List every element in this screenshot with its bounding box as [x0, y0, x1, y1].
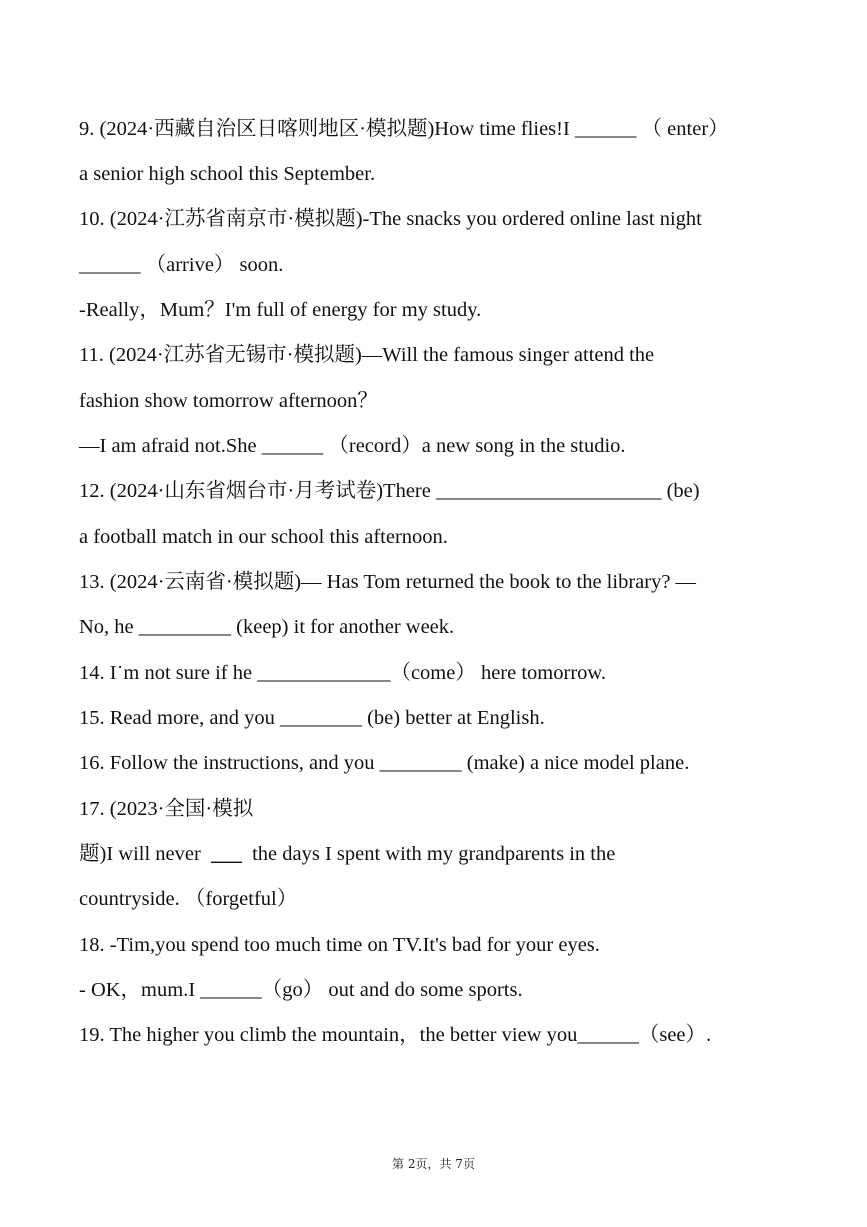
- question-11-line-1: 11. (2024·江苏省无锡市·模拟题)—Will the famous singer attend the: [79, 344, 655, 366]
- question-10-line-2: ______ （arrive） soon.: [79, 254, 284, 276]
- question-17-prefix: 题)I will never: [79, 843, 201, 865]
- question-18-line-1: 18. -Tim,you spend too much time on TV.It's bad for your eyes.: [79, 934, 600, 956]
- question-11-line-3: —I am afraid not.She ______ （record）a new song in the studio.: [79, 435, 626, 457]
- question-17-suffix: the days I spent with my grandparents in the: [252, 843, 616, 865]
- question-12-line-1: 12. (2024·山东省烟台市·月考试卷)There ______________________ (be): [79, 480, 700, 502]
- question-17-line-3: countryside. （forgetful）: [79, 888, 298, 910]
- question-16: 16. Follow the instructions, and you ________ (make) a nice model plane.: [79, 752, 690, 774]
- question-12-line-2: a football match in our school this afternoon.: [79, 526, 448, 548]
- question-13-line-1: 13. (2024·云南省·模拟题)— Has Tom returned the book to the library? —: [79, 571, 697, 593]
- question-10-line-1: 10. (2024·江苏省南京市·模拟题)-The snacks you ordered online last night: [79, 208, 702, 230]
- question-13-line-2: No, he _________ (keep) it for another week.: [79, 616, 455, 638]
- question-18-line-2: - OK，mum.I ______（go） out and do some sports.: [79, 979, 523, 1001]
- question-17-line-2: [79, 842, 615, 866]
- question-19: 19. The higher you climb the mountain，the better view you______（see）.: [79, 1024, 712, 1046]
- question-9-line-2: a senior high school this September.: [79, 163, 376, 185]
- question-10-line-3: -Really，Mum？I'm full of energy for my study.: [79, 299, 482, 321]
- question-11-line-2: fashion show tomorrow afternoon？: [79, 390, 378, 412]
- question-17-line-1: 17. (2023·全国·模拟: [79, 798, 254, 820]
- question-17-blank: ___: [211, 843, 242, 865]
- question-9-line-1: 9. (2024·西藏自治区日喀则地区·模拟题)How time flies!I ______ （ enter）: [79, 118, 729, 140]
- page-footer: 第 2页，共 7页: [392, 1157, 475, 1171]
- question-14: 14. I˙m not sure if he _____________（come） here tomorrow.: [79, 662, 607, 684]
- question-15: 15. Read more, and you ________ (be) better at English.: [79, 707, 545, 729]
